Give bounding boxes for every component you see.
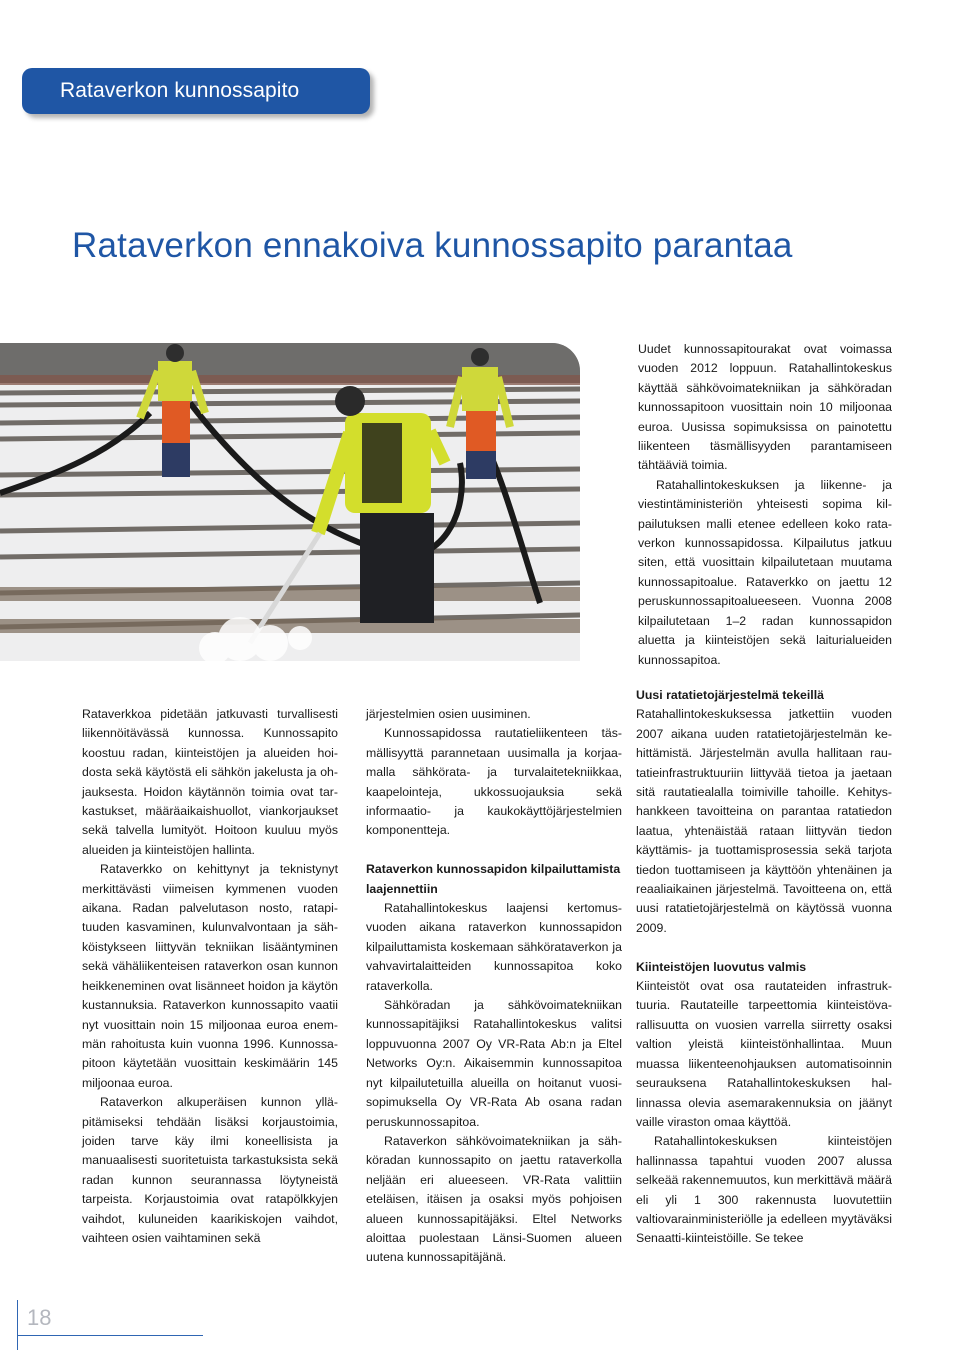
body-column-1 [82, 705, 338, 1248]
intro-paragraph: Ratahallintokeskuksen ja liikenne- ja viestintäministeriön yhteisesti sopima kilpailutuksen malli etenee edelleen koko rataverkon kunnossapidossa. Kilpailutus jatkuu siten, että vuosittain kilpailutetaan muutama kunnossapitoalue. Rataverkko on jaettu 12 peruskunnossapitoalueeseen. Vuonna 2008 kilpailutetaan 1–2 radan kunnossapidon aluetta ja kiinteistöjen sekä laiturialueiden kunnossapitoa. [638, 477, 892, 667]
page-headline: Rataverkon ennakoiva kunnossapito parantaa [72, 226, 793, 265]
section-tab [22, 68, 370, 114]
intro-paragraph: Uudet kunnossapitourakat ovat voimassa vuoden 2012 loppuun. Ratahallintokeskus käyttää sähkövoimatekniikan ja sähköradan kunnossapitoon vuosittain noin 10 miljoonaa euroa. Uusissa sopimuksissa on painotettu liikenteen täsmällisyyden parantamiseen tähtääviä toimia. [638, 342, 892, 473]
section-heading: Uusi ratatietojärjestelmä tekeillä [636, 688, 824, 702]
body-paragraph: Kiinteistöt ovat osa rautateiden infrastruktuuria. Rautateille tarpeettomia kiinteistövarallisuutta on vuosien varrella siirretty osaksi valtion yleistä kiinteistönhallintaa. Muun muassa liikenteenohjauksen automatisoinnin seurauksena Ratahallintokeskuksen hallinnassa olevia asemarakennuksia on jäänyt vaille viraston omaa käyttöä. [636, 979, 892, 1129]
page-number-rule-horizontal [17, 1335, 203, 1336]
body-paragraph: Rataverkon alkuperäisen kunnon ylläpitämiseksi tehdään lisäksi korjaustoimia, joiden tarve käy ilmi koneellisista ja manuaalisesti suoritetuista tarkastuksista sekä radan kunnon seurannassa löytyneistä tarpeista. Korjaustoimia ovat ratapölkkyjen vaihdot, kuluneiden kaarikiskojen vaihdot, vaihteen osien vaihtaminen sekä [82, 1095, 338, 1245]
body-column-2 [366, 705, 622, 1268]
body-paragraph: Ratahallintokeskus laajensi kertomusvuoden aikana rataverkon kunnossapidon kilpailuttamista koskemaan sähkörataverkon ja vahvavirtalaitteiden kunnossapitoa koko rataverkolla. [366, 901, 622, 993]
track-maintenance-photo [0, 343, 580, 661]
section-heading: Rataverkon kunnossapidon kilpailuttamista laajennettiin [366, 862, 621, 896]
intro-column [638, 340, 892, 670]
section-heading: Kiinteistöjen luovutus valmis [636, 959, 807, 974]
body-paragraph: Rataverkkoa pidetään jatkuvasti turvallisesti liikennöitävässä kunnossa. Kunnossapito koostuu radan, kiinteistöjen ja alueiden hoidosta sekä käytöstä eli sähkön jakelusta ja ohjauksesta. Hoidon käytännön toimia ovat tarkastukset, määräaikaishuollot, viankorjaukset sekä talvella lumityöt. Hoitoon kuuluu myös alueiden ja kiinteistöjen hallinta. [82, 707, 338, 857]
section-tab-label: Rataverkon kunnossapito [60, 79, 300, 102]
page-number-rule-vertical [17, 1300, 18, 1350]
page-number: 18 [27, 1305, 52, 1330]
body-paragraph: Rataverkko on kehittynyt ja teknistynyt merkittävästi viimeisen kymmenen vuoden aikana. Radan palvelutason nosto, ratapituuden kasvaminen, kulunvalvontaan ja sähköistykseen liittyvän tekniikan lisääntyminen sekä vähäliikenteisen rataverkon osan kunnon heikkeneminen ovat lisänneet hoidon ja käytön kustannuksia. Rataverkon kunnossapito vaatii nyt vuosittain noin 15 miljoonaa euroa enemmän rahoitusta kuin vuonna 1996. Kunnossapitoon käytetään vuosittain keskimäärin 145 miljoonaa euroa. [82, 862, 338, 1090]
body-column-3 [636, 686, 892, 1249]
body-paragraph: Rataverkon sähkövoimatekniikan ja sähköradan kunnossapito on jaettu rataverkolla neljään eri alueeseen. VR-Rata valittiin eteläisen, itäisen ja osaksi myös pohjoisen alueen kunnossapitäjäksi. Eltel Networks aloittaa puolestaan Länsi-Suomen alueen uutena kunnossapitäjänä. [366, 1133, 622, 1265]
body-paragraph: Ratahallintokeskuksen kiinteistöjen hallinnassa tapahtui vuoden 2007 alussa selkeää rakennemuutos, kun merkittävä määrä eli yli 1 300 rakennusta luovutettiin valtiovarainministeriölle ja edelleen myytäväksi Senaatti-kiinteistöille. Se tekee [636, 1134, 892, 1246]
body-paragraph: Kunnossapidossa rautatieliikenteen täsmällisyyttä parannetaan uusimalla ja korjaamalla sähkörata- ja turvalaitetekniikkaa, kaapelointeja, ukkossuojauksia sekä informaatio- ja kaukokäyttöjärjestelmien komponentteja. [366, 726, 622, 838]
body-paragraph: Sähköradan ja sähkövoimatekniikan kunnossapitäjiksi Ratahallintokeskus valitsi loppuvuonna 2007 Oy VR-Rata Ab:n ja Eltel Networks Oy:n. Aikaisemmin kunnossapitoa nyt kilpailutetuilla alueilla on hoitanut vuosisopimuksella Oy VR-Rata Ab osana radan peruskunnossapitoa. [366, 998, 622, 1129]
body-paragraph: järjestelmien osien uusiminen. [366, 707, 531, 721]
body-paragraph: Ratahallintokeskuksessa jatkettiin vuoden 2007 aikana uuden ratatietojärjestelmän kehittämistä. Järjestelmän avulla hallitaan rautatieinfrastruktuuriin liittyvää tietoa ja jaetaan sitä rautatiealalla toimiville tahoille. Kehityshankkeen tavoitteina on parantaa ratatiedon laatua, yhtenäistää rataan liittyvän tiedon käyttämis- ja tuottamisprosessia sekä tarjota tiedon tuottamiseen ja käyttöön yhtenäinen ja reaaliaikainen järjestelmä. Tavoitteena on, että uusi ratatietojärjestelmä on käytössä vuonna 2009. [636, 707, 892, 935]
